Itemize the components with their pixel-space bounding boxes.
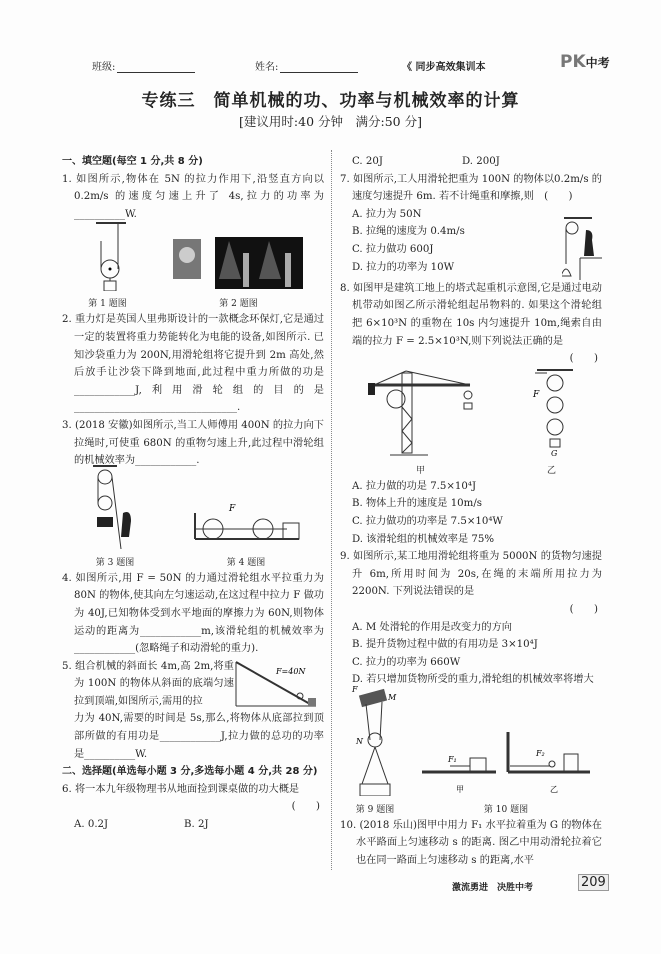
option-c: C. 拉力做功的功率是 7.5×10⁴W bbox=[352, 515, 503, 527]
force-label: F=40N bbox=[276, 666, 306, 676]
option-d: D. 若只增加货物所受的重力,滑轮组的机械效率将增大 bbox=[352, 674, 594, 686]
footer-slogan: 激流勇进 决胜中考 bbox=[452, 883, 534, 893]
horizontal-pulley-diagram bbox=[191, 499, 301, 549]
figure-8-crane bbox=[366, 367, 476, 478]
question-7: 7. 如图所示,工人用滑轮把重为 100N 的物体以0.2m/s 的速度匀速提升 6m. 若不计绳重和摩擦,则 ( ) bbox=[340, 173, 602, 203]
question-9: 9. 如图所示,某工地用滑轮组将重为 5000N 的货物匀速提升 6m,所用时间为 20s,在绳的末端所用拉力为 2200N. 下列说法错误的是 bbox=[340, 551, 602, 598]
question-5-top bbox=[62, 658, 324, 711]
question-5-part1: 5. 组合机械的斜面长 4m,高 2m,将重为 100N 的物体从斜面的底端匀速拉到顶端,如图所示,需用的拉 bbox=[62, 660, 234, 707]
question-10: 10. (2018 乐山)图甲中用力 F₁ 水平拉着重为 G 的物体在水平路面上匀速移动 s 的距离. 图乙中用动滑轮拉着它也在同一路面上匀速移动 s 的距离,水平 bbox=[340, 819, 602, 867]
force-label: F bbox=[229, 504, 236, 515]
left-column bbox=[62, 153, 324, 834]
pulley-block-diagram bbox=[527, 367, 577, 457]
figure-2 bbox=[169, 219, 309, 312]
class-blank bbox=[117, 62, 195, 73]
figure-1-caption: 第 1 题图 bbox=[88, 299, 127, 310]
class-label: 班级: bbox=[92, 62, 116, 73]
force-label: F bbox=[532, 390, 539, 401]
question-6: 6. 将一本九年级物理书从地面捡到课桌做的功大概是 bbox=[62, 783, 300, 795]
question-8: 8. 如图甲是建筑工地上的塔式起重机示意图,它是通过电动机带动如图乙所示滑轮组起吊物料的. 如果这个滑轮组把 6×10³N 的重物在 10s 内匀速提升 10m,绳索自由端的拉力 F = 2.5×10³N,则下列说法正确的是 bbox=[340, 282, 602, 347]
weight-label: G bbox=[550, 449, 557, 458]
option-a: A. 0.2J bbox=[74, 819, 109, 831]
figure-9 bbox=[350, 684, 400, 817]
page-title: 专练三 简单机械的功、功率与机械效率的计算 bbox=[141, 91, 520, 111]
right-column bbox=[340, 153, 602, 870]
question-6-options-ab bbox=[62, 816, 324, 834]
tower-crane-diagram bbox=[366, 367, 476, 457]
class-field bbox=[92, 58, 195, 73]
figures-3-4 bbox=[62, 470, 324, 570]
figure-8-pulley bbox=[527, 367, 577, 478]
figure-4 bbox=[191, 499, 301, 570]
figure-3 bbox=[85, 463, 145, 570]
question-2: 2. 重力灯是英国人里弗斯设计的一款概念环保灯,它是通过一定的装置将重力势能转化为电能的设备,如图所示. 已知沙袋重力为 200N,用滑轮组将它提升到 2m 高处,然后放手让沙袋下降到地面,此过程中重力所做的功是____________J,利用滑轮组的目的是________________________________. bbox=[62, 314, 324, 414]
figure-10-label-yi: 乙 bbox=[550, 785, 558, 795]
name-label: 姓名: bbox=[255, 62, 279, 73]
option-b: B. 2J bbox=[184, 819, 209, 831]
pulley-n-label: N bbox=[356, 737, 363, 747]
answer-paren: ( ) bbox=[291, 801, 320, 813]
figure-8-label-yi: 乙 bbox=[546, 465, 556, 476]
horizontal-pull-diagram bbox=[420, 722, 592, 796]
pulley-worker-diagram bbox=[85, 463, 145, 549]
force-f1-label: F₁ bbox=[448, 755, 457, 765]
series-name: 《 同步高效集训本 bbox=[402, 62, 486, 73]
option-d: D. 200J bbox=[462, 156, 500, 167]
option-a: A. 拉力做的功是 7.5×10⁴J bbox=[352, 480, 477, 492]
figure-8 bbox=[340, 368, 602, 478]
page-number: 209 bbox=[578, 874, 609, 891]
pulley-diagram bbox=[78, 219, 138, 291]
question-1: 1. 如图所示,物体在 5N 的拉力作用下,沿竖直方向以 0.2m/s 的速度匀速上升了 4s,拉力的功率为__________W. bbox=[62, 173, 324, 220]
force-f2-label: F₂ bbox=[536, 749, 545, 759]
option-d: D. 拉力的功率为 10W bbox=[352, 261, 455, 273]
option-b: B. 物体上升的速度是 10m/s bbox=[352, 498, 482, 510]
pulley-m-label: M bbox=[388, 693, 397, 703]
option-c: C. 拉力的功率为 660W bbox=[352, 656, 461, 668]
answer-paren: ( ) bbox=[569, 603, 598, 615]
force-label: F bbox=[352, 685, 358, 695]
question-7-options bbox=[340, 206, 465, 280]
incline-diagram bbox=[234, 658, 318, 708]
option-b: B. 拉绳的速度为 0.4m/s bbox=[352, 226, 465, 238]
column-divider bbox=[331, 150, 332, 870]
pulley-system-diagram bbox=[350, 684, 400, 796]
figures-9-10 bbox=[340, 685, 602, 817]
logo: PK中考 bbox=[560, 52, 610, 72]
name-field bbox=[255, 58, 358, 73]
figures-1-2 bbox=[62, 223, 324, 311]
answer-paren: ( ) bbox=[569, 353, 598, 365]
figure-3-caption: 第 3 题图 bbox=[95, 557, 135, 568]
figure-4-caption: 第 4 题图 bbox=[226, 557, 266, 568]
page-subtitle: [建议用时:40 分钟 满分:50 分] bbox=[239, 114, 422, 129]
option-b: B. 提升货物过程中做的有用功是 3×10⁴J bbox=[352, 639, 538, 651]
figure-10-label-jia: 甲 bbox=[456, 785, 464, 795]
question-7-body bbox=[340, 206, 602, 280]
option-c: C. 拉力做功 600J bbox=[352, 243, 434, 255]
option-a: A. 拉力为 50N bbox=[352, 208, 422, 220]
section-choice: 二、选择题(单选每小题 3 分,多选每小题 4 分,共 28 分) bbox=[62, 766, 318, 778]
gravity-lamp-photo bbox=[169, 219, 309, 291]
figure-2-caption: 第 2 题图 bbox=[219, 299, 258, 310]
option-a: A. M 处滑轮的作用是改变力的方向 bbox=[352, 621, 512, 633]
figure-1 bbox=[78, 219, 138, 312]
figure-10 bbox=[420, 722, 592, 817]
figure-10-caption: 第 10 题图 bbox=[483, 804, 529, 815]
question-4: 4. 如图所示,用 F = 50N 的力通过滑轮组水平拉重力为 80N 的物体,使其向左匀速运动,在这过程中拉力 F 做功为 40J,已知物体受到水平地面的摩擦力为 60N,则物体运动的距离为____________m,该滑轮组的机械效率为____________(忽略绳子和动滑轮的重力). bbox=[62, 572, 324, 655]
name-blank bbox=[280, 62, 358, 73]
option-c: C. 20J bbox=[352, 156, 383, 167]
question-6-options-cd bbox=[340, 153, 602, 171]
figure-8-label-jia: 甲 bbox=[415, 465, 425, 476]
worker-pulley-diagram bbox=[562, 216, 602, 280]
figure-9-caption: 第 9 题图 bbox=[355, 804, 395, 815]
question-5-part2: 力为 40N,需要的时间是 5s,那么,将物体从底部拉到顶部所做的有用功是____________J,拉力做的总功的功率是__________W. bbox=[74, 713, 324, 760]
option-d: D. 该滑轮组的机械效率是 75% bbox=[352, 533, 495, 545]
section-fill-blank: 一、填空题(每空 1 分,共 8 分) bbox=[62, 156, 203, 167]
question-3: 3. (2018 安徽)如图所示,当工人师傅用 400N 的拉力向下拉绳时,可使重 680N 的重物匀速上升,此过程中滑轮组的机械效率为____________. bbox=[62, 419, 324, 467]
